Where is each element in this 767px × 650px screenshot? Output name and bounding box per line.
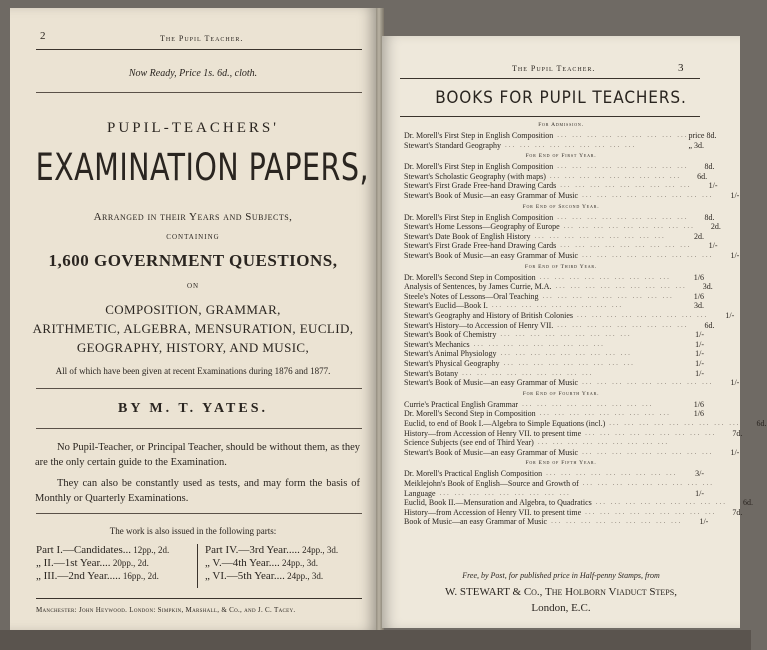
leader-dots: ... ... ... ... ... ... ... ... ...: [462, 368, 594, 377]
book-price: 1/-: [730, 191, 740, 200]
page-number: 2: [40, 30, 46, 42]
parts-list-left: [36, 544, 169, 583]
leader-dots: ... ... ... ... ... ... ... ... ...: [557, 320, 689, 329]
book-entry: [404, 273, 704, 282]
book-entry: [404, 447, 740, 457]
part-pages: 16pp., 2d.: [122, 571, 159, 581]
book-entry: [404, 369, 704, 378]
book-price: 8d.: [704, 162, 715, 172]
book-entry: [404, 489, 704, 498]
book-entry: [404, 131, 717, 140]
part-entry: [36, 557, 169, 570]
book-price: 6d.: [704, 320, 715, 330]
book-price: 3d.: [702, 282, 713, 292]
leader-dots: ... ... ... ... ... ... ... ... ...: [555, 282, 687, 291]
book-entry: [404, 191, 740, 200]
book-price: 1/-: [730, 251, 740, 260]
questions-line: 1,600 GOVERNMENT QUESTIONS,: [48, 251, 338, 270]
section-heading: For End of Fourth Year.: [522, 390, 600, 397]
book-price: 1/-: [695, 488, 704, 498]
book-entry: [404, 400, 704, 409]
book-title: Dr. Morell's First Step in English Composition: [404, 131, 554, 140]
book-title: Stewart's Book of Music—an easy Grammar of Music: [404, 447, 579, 457]
leader-dots: ... ... ... ... ... ... ... ... ...: [539, 409, 671, 418]
part-pages: 12pp., 2d.: [133, 545, 170, 555]
book-price: 1/6: [693, 291, 704, 301]
book-entry: [404, 517, 709, 527]
book-entry: [404, 282, 713, 292]
left-page: [10, 8, 376, 630]
section-heading: For End of Second Year.: [522, 203, 600, 210]
book-title: Stewart's Botany: [404, 368, 459, 378]
book-price: 6d.: [742, 498, 753, 508]
book-title: Stewart's Geography and History of British Colonies: [404, 311, 573, 320]
book-title: Science Subjects (see end of Third Year): [404, 438, 534, 448]
book-entry: [404, 438, 704, 447]
part-entry: [36, 544, 169, 557]
book-title: Stewart's Scholastic Geography (with maps): [404, 171, 546, 181]
book-price: 1/-: [699, 517, 709, 527]
running-head: The Pupil Teacher.: [160, 34, 244, 43]
book-title: Stewart's First Grade Free-hand Drawing Cards: [404, 241, 557, 251]
now-ready-notice: Now Ready, Price 1s. 6d., cloth.: [128, 68, 258, 79]
book-entry: [404, 292, 704, 301]
book-entry: [404, 507, 743, 517]
part-entry: [36, 570, 169, 583]
leader-dots: ... ... ... ... ... ... ... ... ...: [491, 301, 624, 310]
page-title: BOOKS FOR PUPIL TEACHERS.: [435, 88, 687, 108]
book-price: 2d.: [710, 222, 721, 232]
book-title: History—from Accession of Henry VII. to present time: [404, 507, 582, 517]
part-entry: [205, 544, 338, 557]
part-label: Part I.—Candidates...: [36, 544, 132, 556]
book-entry: [404, 409, 704, 418]
divider: [36, 388, 362, 389]
book-price: 1/-: [695, 368, 704, 378]
leader-dots: ... ... ... ... ... ... ... ... ...: [542, 291, 674, 300]
book-entry: [404, 479, 715, 488]
book-price: 7d.: [732, 428, 743, 438]
leader-dots: ... ... ... ... ... ... ... ... ...: [560, 241, 692, 250]
section-heading: For End of Fifth Year.: [525, 460, 597, 467]
leader-dots: ... ... ... ... ... ... ... ... ...: [504, 140, 637, 149]
leader-dots: ... ... ... ... ... ... ... ... ...: [585, 428, 717, 437]
book-entry: [404, 181, 718, 191]
leader-dots: ... ... ... ... ... ... ... ... ...: [539, 272, 671, 281]
section-heading: For Admission.: [538, 122, 584, 128]
book-entry: [404, 419, 767, 428]
book-title: Dr. Morell's First Step in English Composition: [404, 162, 554, 172]
book-title: Stewart's Mechanics: [404, 339, 470, 349]
book-title: Dr. Morell's Second Step in Composition: [404, 272, 536, 282]
book-price: 1/-: [730, 447, 740, 457]
book-title: Stewart's Book of Chemistry: [404, 330, 497, 340]
book-title: History—from Accession of Henry VII. to present time: [404, 428, 582, 438]
part-label: „ V.—4th Year....: [205, 557, 280, 569]
leader-dots: ... ... ... ... ... ... ... ... ...: [546, 469, 678, 478]
book-entry: [404, 469, 704, 478]
book-price: 1/-: [695, 359, 704, 368]
book-entry: [404, 311, 735, 320]
book-price: 1/-: [695, 330, 704, 340]
leader-dots: ... ... ... ... ... ... ... ... ...: [557, 131, 689, 139]
page-number: 3: [678, 62, 684, 74]
on-label: ON: [186, 282, 200, 290]
book-title: Book of Music—an easy Grammar of Music: [404, 517, 548, 527]
book-title: Steele's Notes of Lessons—Oral Teaching: [404, 291, 539, 301]
leader-dots: ... ... ... ... ... ... ... ... ...: [582, 191, 714, 199]
publisher-city: London, E.C.: [531, 602, 591, 614]
header-rule: [400, 78, 700, 79]
paragraph-guide: No Pupil-Teacher, or Principal Teacher, should be without them, as they are the only certain guide to the Examination.: [35, 442, 360, 468]
parts-divider: [197, 544, 198, 588]
book-title: Euclid, Book II.—Mensuration and Algebra, to Quadratics: [404, 498, 592, 508]
book-title: Stewart's Euclid—Book I.: [404, 301, 488, 311]
examinations-note: All of which have been given at recent Examinations during 1876 and 1877.: [55, 366, 331, 376]
book-price: 6d.: [756, 419, 767, 428]
book-title: Meiklejohn's Book of English—Source and Growth of: [404, 479, 579, 488]
part-pages: 20pp., 2d.: [112, 558, 149, 568]
section-heading: For End of First Year.: [525, 153, 597, 160]
book-entry: [404, 378, 740, 388]
leader-dots: ... ... ... ... ... ... ... ... ...: [582, 378, 714, 387]
book-title: Stewart's First Grade Free-hand Drawing Cards: [404, 181, 557, 191]
book-title: Stewart's Book of Music—an easy Grammar of Music: [404, 378, 579, 388]
parts-list-right: [205, 544, 338, 583]
book-entry: [404, 212, 715, 222]
book-entry: [404, 222, 721, 232]
book-price: 1/6: [693, 409, 704, 419]
book-title: Stewart's Book of Music—an easy Grammar of Music: [404, 191, 579, 200]
leader-dots: ... ... ... ... ... ... ... ... ...: [582, 447, 714, 456]
book-price: [714, 479, 740, 488]
leader-dots: ... ... ... ... ... ... ... ... ...: [551, 517, 683, 526]
book-title: Stewart's Date Book of English History: [404, 231, 531, 241]
running-head: The Pupil Teacher.: [512, 64, 596, 73]
book-price: 2d.: [694, 231, 704, 241]
footer-rule: [36, 598, 362, 599]
title-line-1: PUPIL-TEACHERS': [107, 120, 279, 136]
leader-dots: ... ... ... ... ... ... ... ... ...: [595, 498, 727, 507]
book-entry: [404, 232, 704, 241]
part-pages: 24pp., 3d.: [302, 545, 339, 555]
book-entry: [404, 301, 704, 310]
book-price: 6d.: [697, 171, 708, 181]
header-rule: [36, 49, 362, 50]
main-title: EXAMINATION PAPERS,: [35, 146, 369, 189]
leader-dots: ... ... ... ... ... ... ... ... ...: [557, 162, 689, 171]
divider: [36, 428, 362, 429]
leader-dots: ... ... ... ... ... ... ... ... ...: [576, 311, 709, 319]
book-price: 1/-: [725, 311, 735, 320]
book-price: 1/-: [695, 339, 704, 349]
imprint-footer: Manchester: John Heywood. London: Simpkin, Marshall, & Co., and J. C. Tacey.: [36, 606, 296, 614]
book-title: Stewart's Physical Geography: [404, 359, 500, 368]
book-title: Dr. Morell's First Step in English Composition: [404, 212, 554, 222]
leader-dots: ... ... ... ... ... ... ... ... ...: [560, 181, 692, 190]
book-entry: [404, 349, 704, 358]
book-entry: [404, 241, 718, 251]
part-pages: 24pp., 3d.: [282, 558, 319, 568]
leader-dots: ... ... ... ... ... ... ... ... ...: [439, 488, 571, 497]
book-entry: [404, 330, 704, 339]
book-title: Stewart's Standard Geography: [404, 140, 501, 150]
book-price: price 8d.: [688, 131, 717, 140]
free-by-post-note: Free, by Post, for published price in Half-penny Stamps, from: [462, 571, 660, 580]
right-page: [382, 36, 767, 628]
leader-dots: ... ... ... ... ... ... ... ... ...: [549, 171, 682, 180]
book-price: 3/-: [695, 469, 704, 479]
part-pages: 24pp., 3d.: [287, 571, 324, 581]
book-title: Stewart's Home Lessons—Geography of Europe: [404, 222, 560, 232]
book-price: 8d.: [704, 212, 715, 222]
leader-dots: ... ... ... ... ... ... ... ... ...: [563, 222, 695, 231]
divider: [36, 92, 362, 93]
book-price: 1/-: [730, 378, 740, 388]
book-entry: [404, 171, 708, 181]
book-entry: [404, 251, 740, 260]
publisher-line: W. STEWART & Co., The Holborn Viaduct Steps,: [445, 586, 677, 598]
book-price: 1/-: [695, 349, 704, 359]
book-entry: [404, 498, 753, 508]
part-label: „ II.—1st Year....: [36, 557, 111, 569]
book-entry: [404, 359, 704, 368]
book-title: Stewart's Animal Physiology: [404, 349, 497, 359]
title-rule: [400, 116, 700, 117]
book-entry: [404, 162, 715, 172]
subjects-line-2: ARITHMETIC, ALGEBRA, MENSURATION, EUCLID,: [32, 321, 354, 336]
book-title: Dr. Morell's Practical English Composition: [404, 469, 543, 479]
book-entry: [404, 141, 704, 150]
book-price: 1/-: [708, 241, 718, 251]
paragraph-tests: They can also be constantly used as tests, and may form the basis of Monthly or Quarterly Examinations.: [35, 478, 360, 504]
book-title: Analysis of Sentences, by James Currie, M.A.: [404, 282, 552, 292]
book-price: 3d.: [694, 301, 704, 311]
table-surface: [0, 630, 751, 650]
book-price: 1/6: [693, 272, 704, 282]
arranged-line: Arranged in their Years and Subjects,: [93, 211, 293, 223]
book-title: Stewart's Book of Music—an easy Grammar of Music: [404, 251, 579, 260]
part-label: Part IV.—3rd Year.....: [205, 544, 300, 556]
divider: [36, 513, 362, 514]
leader-dots: ... ... ... ... ... ... ... ... ...: [557, 212, 689, 221]
book-price: [678, 438, 704, 447]
book-entry: [404, 340, 704, 349]
book-title: Dr. Morell's Second Step in Composition: [404, 409, 536, 419]
leader-dots: ... ... ... ... ... ... ... ... ...: [473, 339, 605, 348]
part-label: „ VI.—5th Year....: [205, 570, 285, 582]
leader-dots: ... ... ... ... ... ... ... ... ...: [500, 330, 632, 339]
leader-dots: ... ... ... ... ... ... ... ... ...: [582, 251, 714, 259]
part-label: „ III.—2nd Year.....: [36, 570, 121, 582]
book-title: Stewart's History—to Accession of Henry VII.: [404, 320, 554, 330]
book-entry: [404, 320, 715, 330]
part-entry: [205, 570, 338, 583]
leader-dots: ... ... ... ... ... ... ... ... ...: [500, 349, 632, 358]
book-title: Language: [404, 488, 436, 498]
subjects-line-3: GEOGRAPHY, HISTORY, AND MUSIC,: [76, 340, 310, 355]
book-price: 7d.: [732, 507, 743, 517]
leader-dots: ... ... ... ... ... ... ... ... ...: [522, 399, 654, 408]
leader-dots: ... ... ... ... ... ... ... ... ...: [534, 231, 666, 240]
book-title: Currie's Practical English Grammar: [404, 399, 519, 409]
subjects-line-1: COMPOSITION, GRAMMAR,: [105, 302, 281, 317]
leader-dots: ... ... ... ... ... ... ... ... ...: [609, 419, 741, 427]
book-price: „ 3d.: [688, 140, 704, 150]
book-entry: [404, 428, 743, 438]
author-line: BY M. T. YATES.: [117, 401, 269, 416]
leader-dots: ... ... ... ... ... ... ... ... ...: [582, 479, 715, 487]
section-heading: For End of Third Year.: [524, 263, 598, 270]
containing-label: CONTAINING: [166, 233, 220, 241]
book-price: 1/6: [693, 399, 704, 409]
part-entry: [205, 557, 338, 570]
book-title: Euclid, to end of Book I.—Algebra to Simple Equations (incl.): [404, 419, 606, 428]
issued-parts-note: The work is also issued in the following parts:: [109, 526, 277, 536]
leader-dots: ... ... ... ... ... ... ... ... ...: [585, 507, 717, 516]
leader-dots: ... ... ... ... ... ... ... ... ...: [537, 438, 670, 447]
book-price: 1/-: [708, 181, 718, 191]
leader-dots: ... ... ... ... ... ... ... ... ...: [503, 359, 635, 367]
